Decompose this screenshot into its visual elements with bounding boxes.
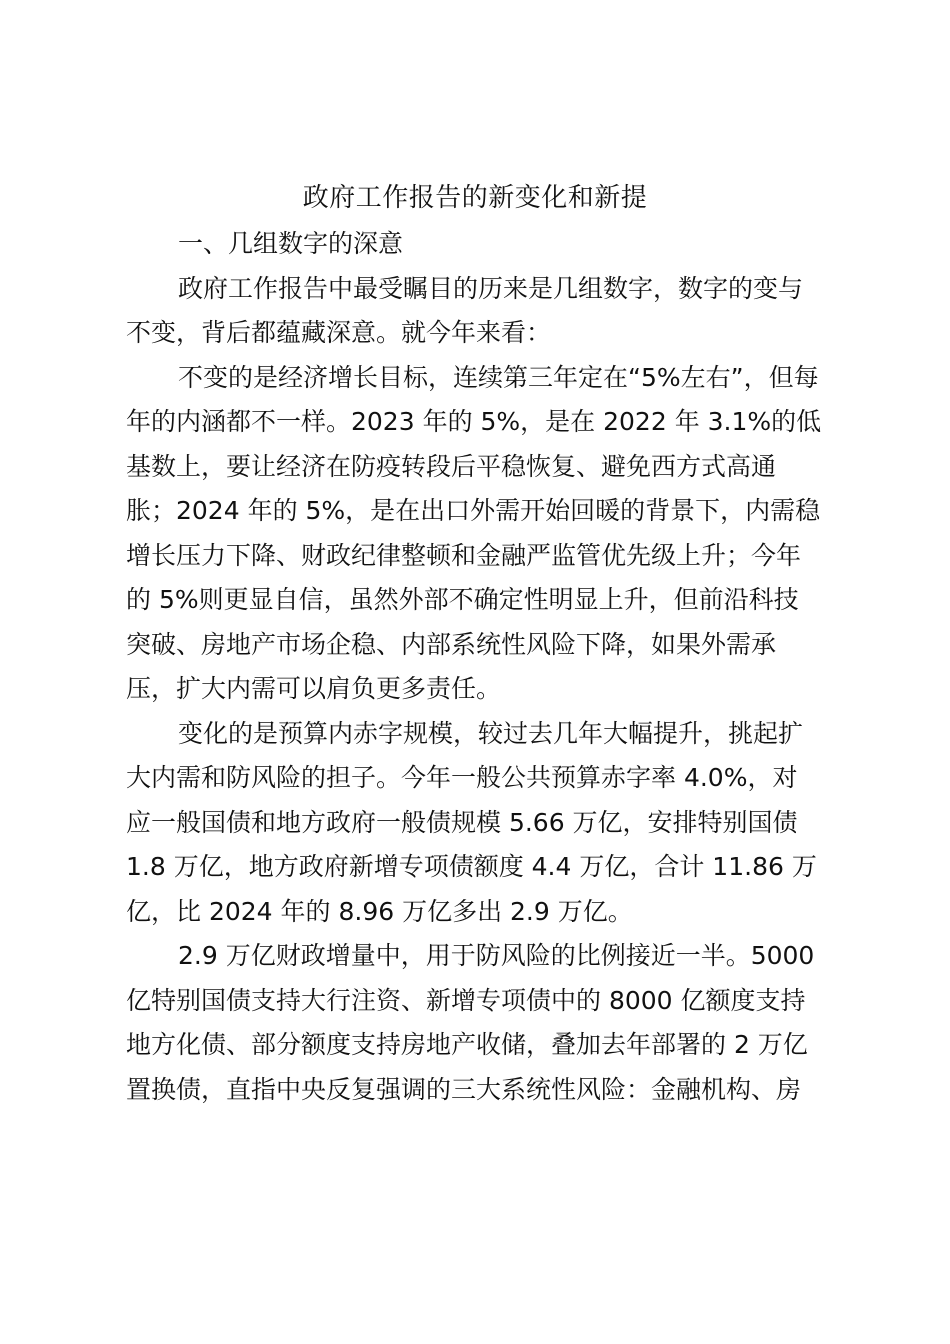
paragraph-line: 政府工作报告中最受瞩目的历来是几组数字，数字的变与 — [178, 273, 804, 303]
paragraph-line: 不变，背后都蕴藏深意。就今年来看： — [126, 318, 552, 347]
paragraph-line: 2.9 万亿财政增量中，用于防风险的比例接近一半。5000 — [178, 941, 815, 970]
paragraph-line: 胀；2024 年的 5%，是在出口外需开始回暖的背景下，内需稳 — [126, 496, 821, 525]
paragraph-line: 亿特别国债支持大行注资、新增专项债中的 8000 亿额度支持 — [126, 985, 806, 1015]
paragraph-line: 大内需和防风险的担子。今年一般公共预算赤字率 4.0%，对 — [126, 763, 798, 792]
paragraph-line: 年的内涵都不一样。2023 年的 5%，是在 2022 年 3.1%的低 — [126, 407, 822, 436]
document-body — [126, 222, 834, 1112]
paragraph-line: 应一般国债和地方政府一般债规模 5.66 万亿，安排特别国债 — [126, 807, 798, 837]
paragraph-line: 基数上，要让经济在防疫转段后平稳恢复、避免西方式高通 — [126, 451, 777, 481]
paragraph-line: 变化的是预算内赤字规模，较过去几年大幅提升，挑起扩 — [178, 718, 804, 748]
paragraph-line: 置换债，直指中央反复强调的三大系统性风险：金融机构、房 — [126, 1074, 802, 1104]
document-title: 政府工作报告的新变化和新提 — [302, 183, 648, 213]
paragraph-line: 压，扩大内需可以肩负更多责任。 — [126, 674, 502, 703]
section-heading: 一、几组数字的深意 — [178, 229, 404, 258]
paragraph-line: 1.8 万亿，地方政府新增专项债额度 4.4 万亿，合计 11.86 万 — [126, 852, 817, 881]
paragraph-line: 的 5%则更显自信，虽然外部不确定性明显上升，但前沿科技 — [126, 585, 799, 614]
paragraph-line: 增长压力下降、财政纪律整顿和金融严监管优先级上升；今年 — [126, 540, 802, 570]
paragraph-line: 不变的是经济增长目标，连续第三年定在“5%左右”，但每 — [178, 362, 819, 392]
paragraph-line: 亿，比 2024 年的 8.96 万亿多出 2.9 万亿。 — [126, 896, 633, 926]
paragraph-line: 突破、房地产市场企稳、内部系统性风险下降，如果外需承 — [126, 629, 777, 659]
paragraph-line: 地方化债、部分额度支持房地产收储，叠加去年部署的 2 万亿 — [126, 1030, 808, 1059]
